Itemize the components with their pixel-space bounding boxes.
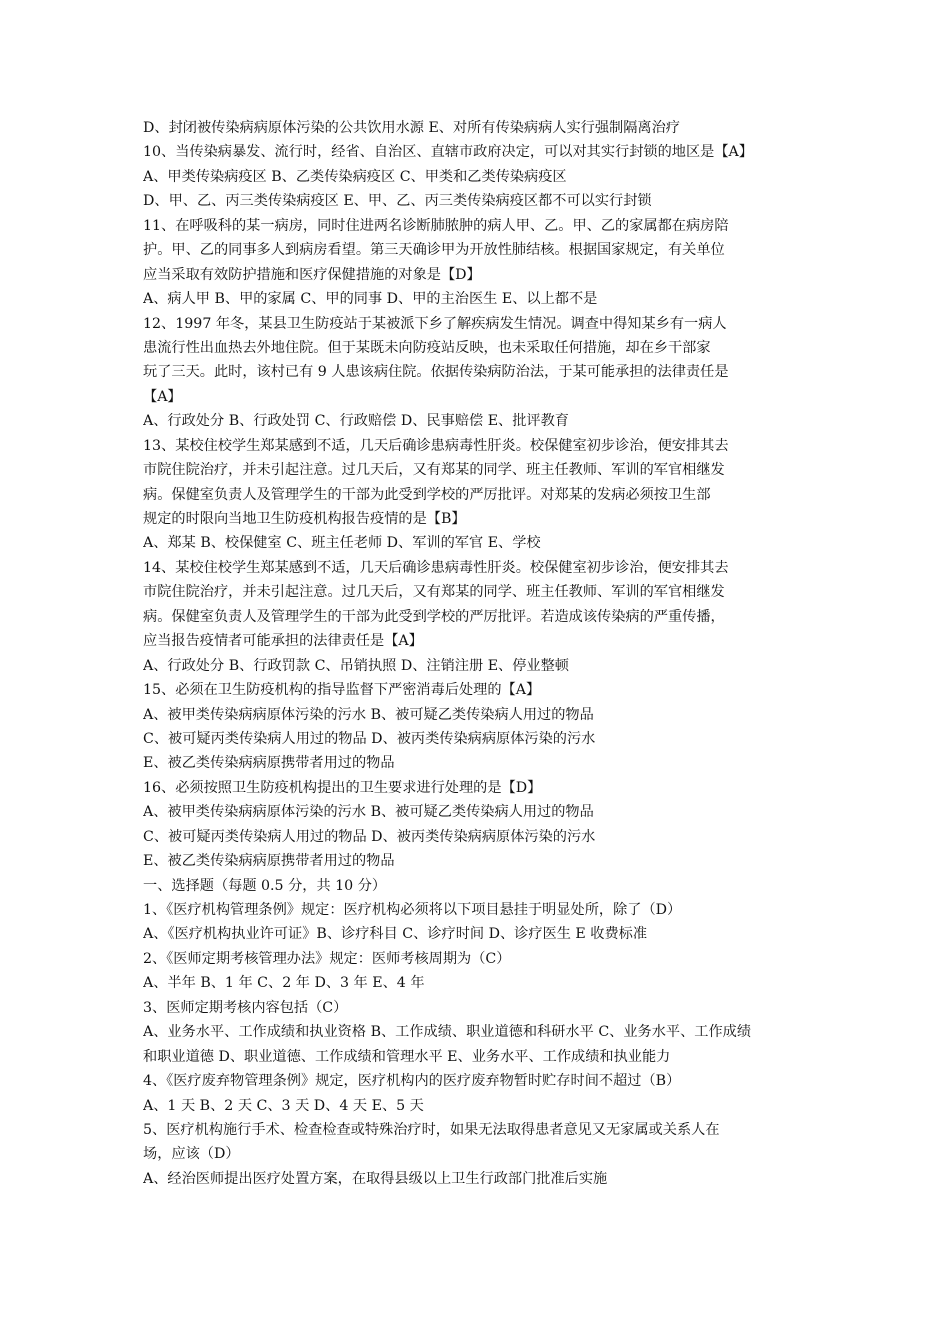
text-line: A、被甲类传染病病原体污染的污水 B、被可疑乙类传染病人用过的物品 bbox=[143, 706, 594, 723]
text-line: 玩了三天。此时，该村已有 9 人患该病住院。依据传染病防治法，于某可能承担的法律责任是 bbox=[143, 364, 729, 381]
text-line: 10、当传染病暴发、流行时，经省、自治区、直辖市政府决定，可以对其实行封锁的地区是【A】 bbox=[143, 144, 753, 161]
text-line: 1、《医疗机构管理条例》规定：医疗机构必须将以下项目悬挂于明显处所，除了（D） bbox=[143, 902, 682, 918]
text-line: A、《医疗机构执业许可证》B、诊疗科目 C、诊疗时间 D、诊疗医生 E 收费标准 bbox=[143, 926, 648, 943]
text-line: A、半年 B、1 年 C、2 年 D、3 年 E、4 年 bbox=[143, 975, 425, 992]
text-line: 和职业道德 D、职业道德、工作成绩和管理水平 E、业务水平、工作成绩和执业能力 bbox=[143, 1048, 671, 1065]
text-line: 一、选择题（每题 0.5 分，共 10 分） bbox=[143, 877, 387, 894]
text-line: 12、1997 年冬，某县卫生防疫站于某被派下乡了解疾病发生情况。调查中得知某乡有一病人 bbox=[143, 315, 727, 332]
text-line: 2、《医师定期考核管理办法》规定：医师考核周期为（C） bbox=[143, 950, 511, 967]
text-line: 4、《医疗废弃物管理条例》规定，医疗机构内的医疗废弃物暂时贮存时间不超过（B） bbox=[143, 1073, 681, 1090]
text-line: A、1 天 B、2 天 C、3 天 D、4 天 E、5 天 bbox=[143, 1097, 424, 1114]
text-line: C、被可疑丙类传染病人用过的物品 D、被丙类传染病病原体污染的污水 bbox=[143, 730, 596, 747]
text-line: 【A】 bbox=[143, 388, 182, 405]
text-line: 市院住院治疗，并未引起注意。过几天后，又有郑某的同学、班主任教师、军训的军官相继发 bbox=[143, 584, 725, 601]
text-line: C、被可疑丙类传染病人用过的物品 D、被丙类传染病病原体污染的污水 bbox=[143, 828, 596, 845]
text-line: 13、某校住校学生郑某感到不适，几天后确诊患病毒性肝炎。校保健室初步诊治，便安排其去 bbox=[143, 437, 729, 454]
document-page bbox=[143, 116, 823, 1191]
text-line: 患流行性出血热去外地住院。但于某既未向防疫站反映，也未采取任何措施，却在乡干部家 bbox=[143, 339, 711, 356]
text-line: 场，应该（D） bbox=[143, 1146, 240, 1163]
text-line: 14、某校住校学生郑某感到不适，几天后确诊患病毒性肝炎。校保健室初步诊治，便安排其去 bbox=[143, 559, 729, 576]
text-line: D、甲、乙、丙三类传染病疫区 E、甲、乙、丙三类传染病疫区都不可以实行封锁 bbox=[143, 193, 652, 210]
text-line: 11、在呼吸科的某一病房，同时住进两名诊断肺脓肿的病人甲、乙。甲、乙的家属都在病房陪 bbox=[143, 217, 729, 234]
text-line: 15、必须在卫生防疫机构的指导监督下严密消毒后处理的【A】 bbox=[143, 682, 541, 699]
text-line: A、业务水平、工作成绩和执业资格 B、工作成绩、职业道德和科研水平 C、业务水平、工作成绩 bbox=[143, 1024, 752, 1041]
text-line: 应当采取有效防护措施和医疗保健措施的对象是【D】 bbox=[143, 266, 481, 283]
text-line: A、被甲类传染病病原体污染的污水 B、被可疑乙类传染病人用过的物品 bbox=[143, 804, 594, 821]
text-line: E、被乙类传染病病原携带者用过的物品 bbox=[143, 853, 395, 870]
text-line: A、甲类传染病疫区 B、乙类传染病疫区 C、甲类和乙类传染病疫区 bbox=[143, 168, 567, 185]
text-line: E、被乙类传染病病原携带者用过的物品 bbox=[143, 755, 395, 772]
text-line: 规定的时限向当地卫生防疫机构报告疫情的是【B】 bbox=[143, 511, 466, 527]
text-line: 3、医师定期考核内容包括（C） bbox=[143, 999, 348, 1016]
text-line: A、经治医师提出医疗处置方案，在取得县级以上卫生行政部门批准后实施 bbox=[143, 1170, 608, 1187]
text-line: D、封闭被传染病病原体污染的公共饮用水源 E、对所有传染病病人实行强制隔离治疗 bbox=[143, 120, 680, 136]
text-line: A、行政处分 B、行政处罚 C、行政赔偿 D、民事赔偿 E、批评教育 bbox=[143, 413, 569, 430]
text-line: 5、医疗机构施行手术、检查检查或特殊治疗时，如果无法取得患者意见又无家属或关系人在 bbox=[143, 1121, 720, 1138]
text-line: 市院住院治疗，并未引起注意。过几天后，又有郑某的同学、班主任教师、军训的军官相继发 bbox=[143, 462, 725, 479]
text-line: A、行政处分 B、行政罚款 C、吊销执照 D、注销注册 E、停业整顿 bbox=[143, 657, 569, 674]
text-line: 病。保健室负责人及管理学生的干部为此受到学校的严厉批评。对郑某的发病必须按卫生部 bbox=[143, 486, 711, 503]
text-line: 16、必须按照卫生防疫机构提出的卫生要求进行处理的是【D】 bbox=[143, 779, 542, 796]
text-line: 应当报告疫情者可能承担的法律责任是【A】 bbox=[143, 633, 423, 650]
text-line: A、郑某 B、校保健室 C、班主任老师 D、军训的军官 E、学校 bbox=[143, 535, 541, 552]
text-line: 病。保健室负责人及管理学生的干部为此受到学校的严厉批评。若造成该传染病的严重传播， bbox=[143, 608, 725, 625]
text-line: 护。甲、乙的同事多人到病房看望。第三天确诊甲为开放性肺结核。根据国家规定，有关单位 bbox=[143, 242, 725, 259]
text-line: A、病人甲 B、甲的家属 C、甲的同事 D、甲的主治医生 E、以上都不是 bbox=[143, 291, 598, 308]
